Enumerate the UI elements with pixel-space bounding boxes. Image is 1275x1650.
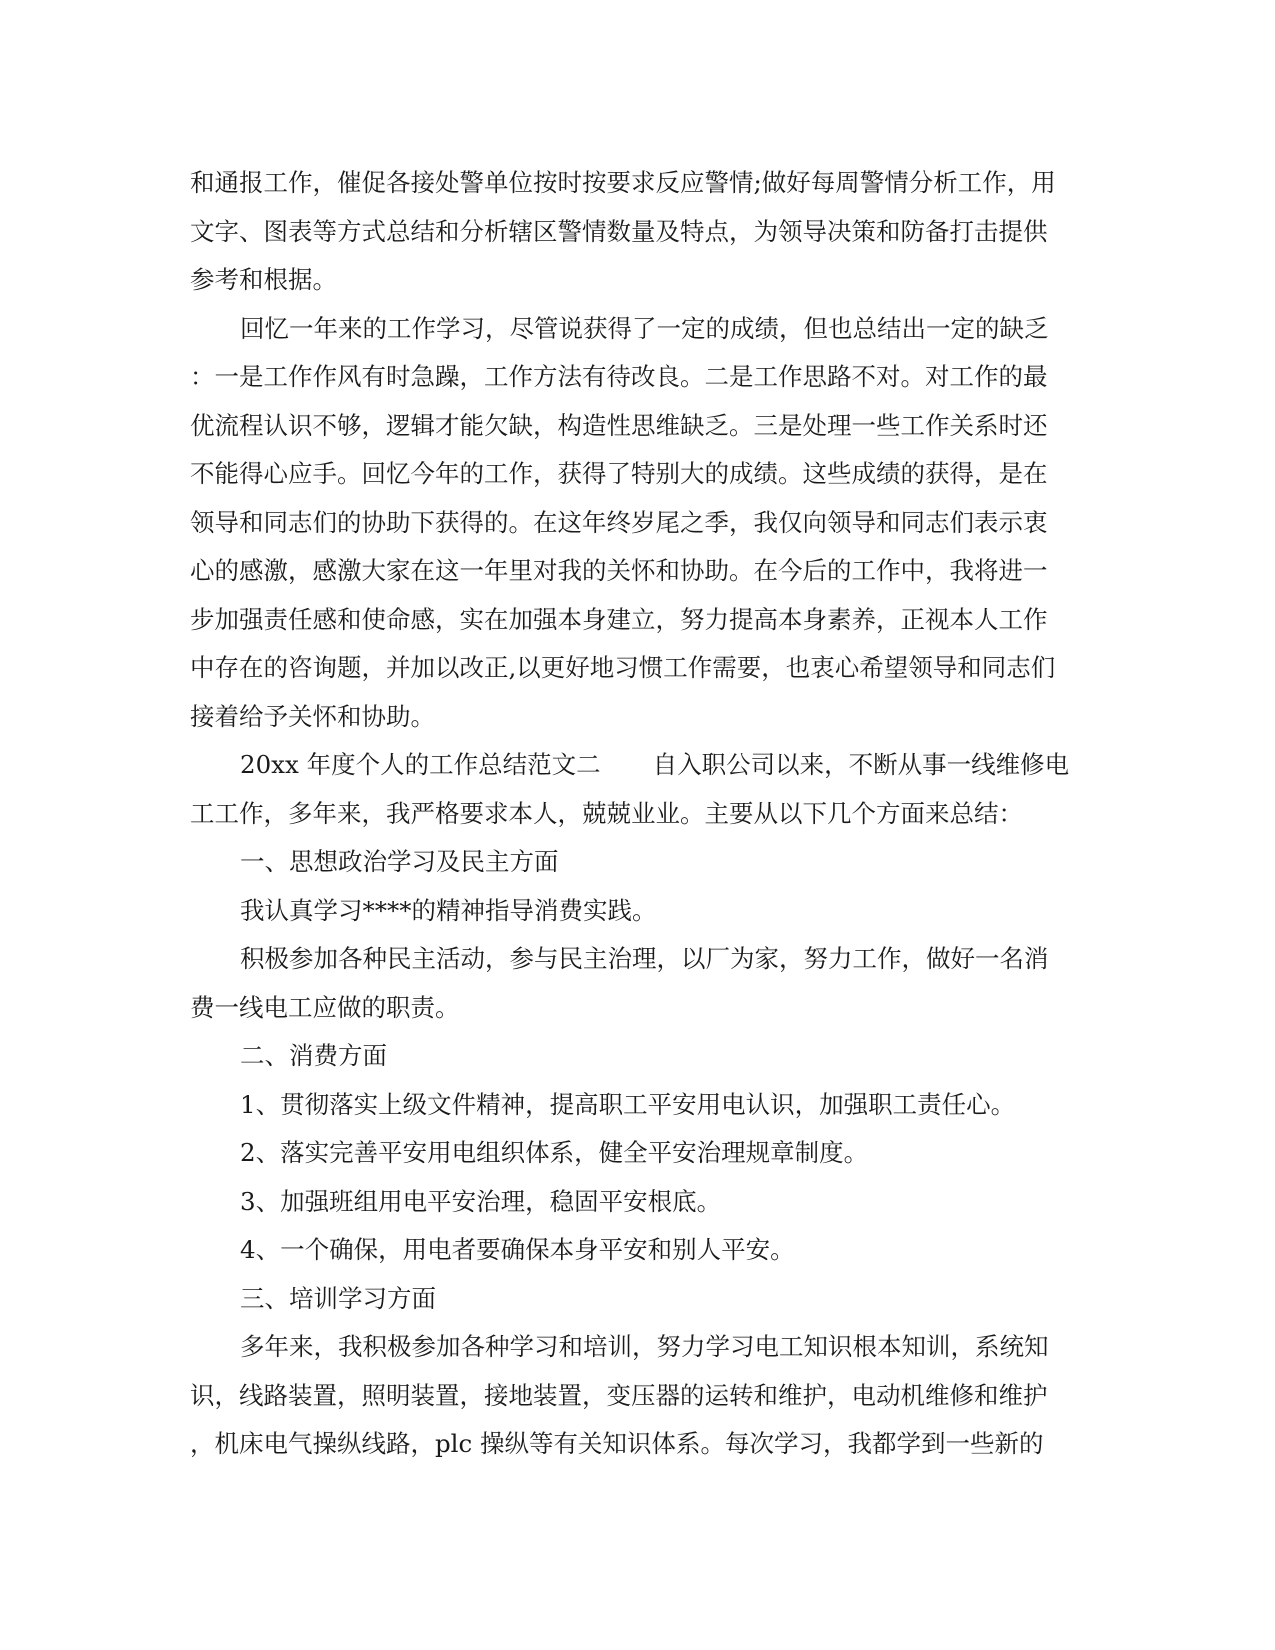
paragraph-line: 多年来，我积极参加各种学习和培训，努力学习电工知识根本知训，系统知 (240, 1332, 1049, 1361)
body-text (190, 159, 1075, 1469)
paragraph-line: 接着给予关怀和协助。 (190, 701, 435, 731)
subheading-line: 三、培训学习方面 (240, 1283, 436, 1313)
paragraph-line: 费一线电工应做的职责。 (190, 992, 460, 1022)
paragraph-line: 工工作，多年来，我严格要求本人，兢兢业业。主要从以下几个方面来总结： (190, 798, 1023, 828)
paragraph-line: 步加强责任感和使命感，实在加强本身建立，努力提高本身素养，正视本人工作 (190, 604, 1048, 634)
paragraph-line: ，机床电气操纵线路，plc 操纵等有关知识体系。每次学习，我都学到一些新的 (190, 1429, 1044, 1458)
subheading-line: 二、消费方面 (240, 1041, 387, 1070)
paragraph-line: 积极参加各种民主活动，参与民主治理，以厂为家，努力工作，做好一名消 (240, 944, 1049, 973)
section-heading-line (190, 741, 1075, 790)
paragraph-line: 文字、图表等方式总结和分析辖区警情数量及特点，为领导决策和防备打击提供 (190, 216, 1048, 246)
paragraph-line: 我认真学习****的精神指导消费实践。 (240, 895, 657, 925)
paragraph-line: 优流程认识不够，逻辑才能欠缺，构造性思维缺乏。三是处理一些工作关系时还 (190, 410, 1048, 440)
paragraph-line: 回忆一年来的工作学习，尽管说获得了一定的成绩，但也总结出一定的缺乏 (240, 313, 1049, 343)
paragraph-start: 自入职公司以来，不断从事一线维修电 (652, 750, 1070, 779)
list-item: 2、落实完善平安用电组织体系，健全平安治理规章制度。 (240, 1138, 869, 1167)
paragraph-line: 识，线路装置，照明装置，接地装置，变压器的运转和维护，电动机维修和维护 (190, 1380, 1048, 1410)
paragraph-line: 中存在的咨询题，并加以改正,以更好地习惯工作需要，也衷心希望领导和同志们 (190, 653, 1056, 682)
list-item: 4、一个确保，用电者要确保本身平安和别人平安。 (240, 1235, 795, 1264)
section-heading: 20xx 年度个人的工作总结范文二 (240, 750, 601, 779)
list-item: 1、贯彻落实上级文件精神，提高职工平安用电认识，加强职工责任心。 (240, 1089, 1016, 1119)
subheading-line: 一、思想政治学习及民主方面 (240, 847, 559, 876)
paragraph-line: 心的感激，感激大家在这一年里对我的关怀和协助。在今后的工作中，我将进一 (190, 556, 1048, 585)
list-item: 3、加强班组用电平安治理，稳固平安根底。 (240, 1186, 722, 1216)
paragraph-line: 和通报工作，催促各接处警单位按时按要求反应警情;做好每周警情分析工作，用 (190, 168, 1056, 197)
paragraph-line: ：一是工作作风有时急躁，工作方法有待改良。二是工作思路不对。对工作的最 (190, 362, 1048, 391)
paragraph-line: 领导和同志们的协助下获得的。在这年终岁尾之季，我仅向领导和同志们表示衷 (190, 507, 1048, 537)
paragraph-line: 参考和根据。 (190, 265, 337, 294)
paragraph-line: 不能得心应手。回忆今年的工作，获得了特别大的成绩。这些成绩的获得，是在 (190, 459, 1048, 488)
